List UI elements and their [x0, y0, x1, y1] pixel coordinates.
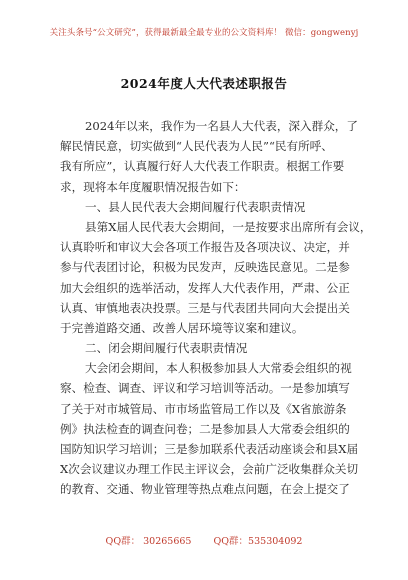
body-line: 我有所应”，认真履行好人大代表工作职责。根据工作要 — [60, 159, 345, 174]
footer-contacts — [0, 533, 408, 547]
footer-qq-group-2: QQ群：535304092 — [213, 536, 303, 547]
body-line: 察、检查、调查、评议和学习培训等活动。一是参加填写 — [60, 381, 350, 396]
body-line: 于完善道路交通、改善人居环境等议案和建议。 — [60, 320, 304, 335]
body-line: 县第X届人民代表大会期间，一是按要求出席所有会议， — [85, 219, 372, 234]
body-line: 国防知识学习培训；三是参加联系代表活动座谈会和县X届 — [60, 442, 359, 456]
body-line: 一、县人民代表大会期间履行代表职责情况 — [85, 199, 306, 214]
body-line: 了关于对市城管局、市市场监管局工作以及《X省旅游条 — [60, 401, 347, 416]
body-line: 认真聆听和审议大会各项工作报告及各项决议、决定，并 — [60, 240, 350, 255]
body-line: 例》执法检查的调查问卷；二是参加县人大常委会组织的 — [60, 421, 350, 436]
body-line: 求，现将本年度履职情况报告如下： — [60, 179, 246, 194]
body-line: X次会议建议办理工作民主评议会，会前广泛收集群众关切 — [60, 462, 359, 477]
body-line: 大会闭会期间，本人积极参加县人大常委会组织的视 — [85, 361, 352, 376]
body-line: 的教育、交通、物业管理等热点难点问题，在会上提交了 — [60, 482, 350, 497]
body-line: 认真、审慎地表决投票。三是与代表团共同向大会提出关 — [60, 300, 350, 315]
body-line: 参与代表团讨论，积极为民发声，反映选民意见。二是参 — [60, 260, 350, 275]
body-line: 二、闭会期间履行代表职责情况 — [85, 341, 248, 356]
body-line: 2024年以来，我作为一名县人大代表，深入群众，了 — [85, 119, 358, 133]
document-title: 2024年度人大代表述职报告 — [120, 76, 288, 91]
document-body — [60, 116, 372, 500]
footer-qq-group-1: QQ群： 30265665 — [105, 536, 192, 547]
body-line: 解民情民意，切实做到“人民代表为人民”“民有所呼、 — [60, 139, 333, 154]
body-line: 加大会组织的选举活动，发挥人大代表作用，严肃、公正 — [60, 280, 350, 295]
header-banner: 关注头条号“公文研究”，获得最新最全最专业的公文资料库！ 微信：gongwenyj — [49, 28, 359, 38]
